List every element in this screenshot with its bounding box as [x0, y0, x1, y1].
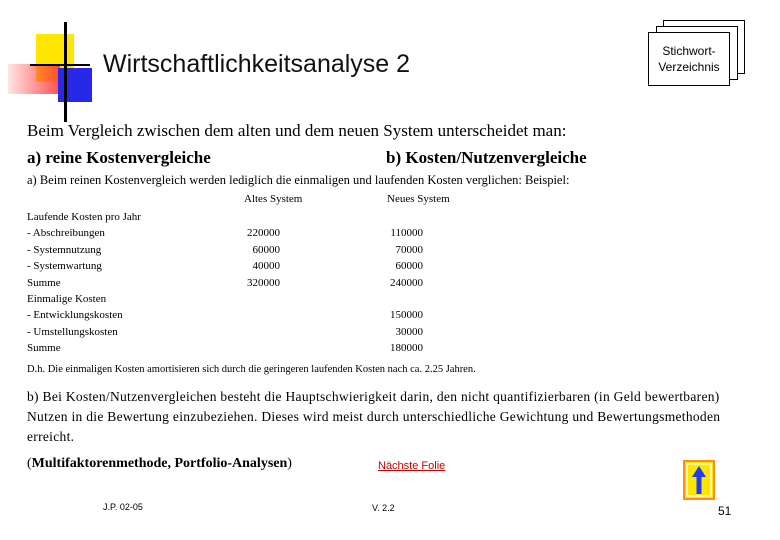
row-label: - Systemwartung [27, 260, 102, 273]
row-label: Einmalige Kosten [27, 293, 107, 306]
column-header-old-system: Altes System [244, 193, 303, 205]
new-system-value: 70000 [395, 243, 423, 256]
index-button[interactable] [648, 32, 730, 86]
old-system-value: 60000 [252, 243, 280, 256]
methods-line [27, 456, 292, 472]
footer-version: V. 2.2 [372, 503, 395, 513]
methods-text: Multifaktorenmethode, Portfolio-Analysen [31, 456, 288, 471]
methods-close-paren: ) [287, 456, 292, 471]
up-arrow-icon[interactable] [683, 460, 715, 500]
logo-vertical-line [64, 22, 67, 122]
row-labels [27, 209, 141, 357]
old-system-value: 320000 [247, 276, 280, 289]
new-system-value: 240000 [390, 276, 423, 289]
row-label: - Systemnutzung [27, 243, 102, 256]
row-label: - Abschreibungen [27, 227, 105, 240]
section-a-intro: a) Beim reinen Kostenvergleich werden lediglich die einmaligen und laufenden Kosten verglichen: Beispiel: [27, 173, 570, 187]
page-number: 51 [718, 504, 732, 518]
index-button-line1: Stichwort- [662, 44, 716, 58]
amortization-note: D.h. Die einmaligen Kosten amortisieren sich durch die geringeren laufenden Kosten nach ca. 2.25 Jahren. [27, 364, 476, 375]
next-slide-link[interactable]: Nächste Folie [378, 460, 446, 472]
new-system-value [375, 291, 423, 307]
footer-author: J.P. 02-05 [103, 502, 143, 512]
old-system-value [230, 209, 280, 225]
old-system-value: 40000 [252, 260, 280, 273]
heading-cost-comparison: a) reine Kostenvergleiche [27, 148, 211, 167]
new-system-value: 180000 [390, 342, 423, 355]
heading-cost-benefit-comparison: b) Kosten/Nutzenvergleiche [386, 148, 587, 167]
row-label: Laufende Kosten pro Jahr [27, 211, 141, 223]
row-label: - Entwicklungskosten [27, 309, 123, 322]
section-b-text: b) Bei Kosten/Nutzenvergleichen besteht die Hauptschwierigkeit darin, den nicht quantifizierbaren (in Geld bewertbaren) Nutzen in die Bewertung einzubeziehen. Dieses wird meist durch unterschiedliche Gewichtung und Bewertungsmethoden erreicht. [27, 389, 721, 444]
page-title: Wirtschaftlichkeitsanalyse 2 [103, 50, 411, 78]
column-header-new-system: Neues System [387, 193, 450, 205]
old-system-value: 220000 [247, 227, 280, 240]
row-label: Summe [27, 342, 61, 355]
old-system-value [230, 307, 280, 323]
new-system-value: 60000 [395, 260, 423, 273]
old-system-value [230, 291, 280, 307]
new-system-value [375, 209, 423, 225]
intro-text: Beim Vergleich zwischen dem alten und dem neuen System unterscheidet man: [27, 121, 567, 140]
old-system-values [230, 209, 280, 357]
logo-red-block [8, 64, 60, 94]
new-system-value: 150000 [390, 309, 423, 322]
methods-open-paren: ( [27, 456, 32, 471]
new-system-value: 30000 [395, 325, 423, 338]
new-system-values [375, 209, 423, 357]
row-label: - Umstellungskosten [27, 325, 118, 338]
row-label: Summe [27, 276, 61, 289]
old-system-value [230, 324, 280, 340]
old-system-value [230, 340, 280, 356]
logo-horizontal-line [30, 64, 90, 66]
new-system-value: 110000 [390, 227, 423, 240]
index-button-line2: Verzeichnis [658, 60, 720, 74]
